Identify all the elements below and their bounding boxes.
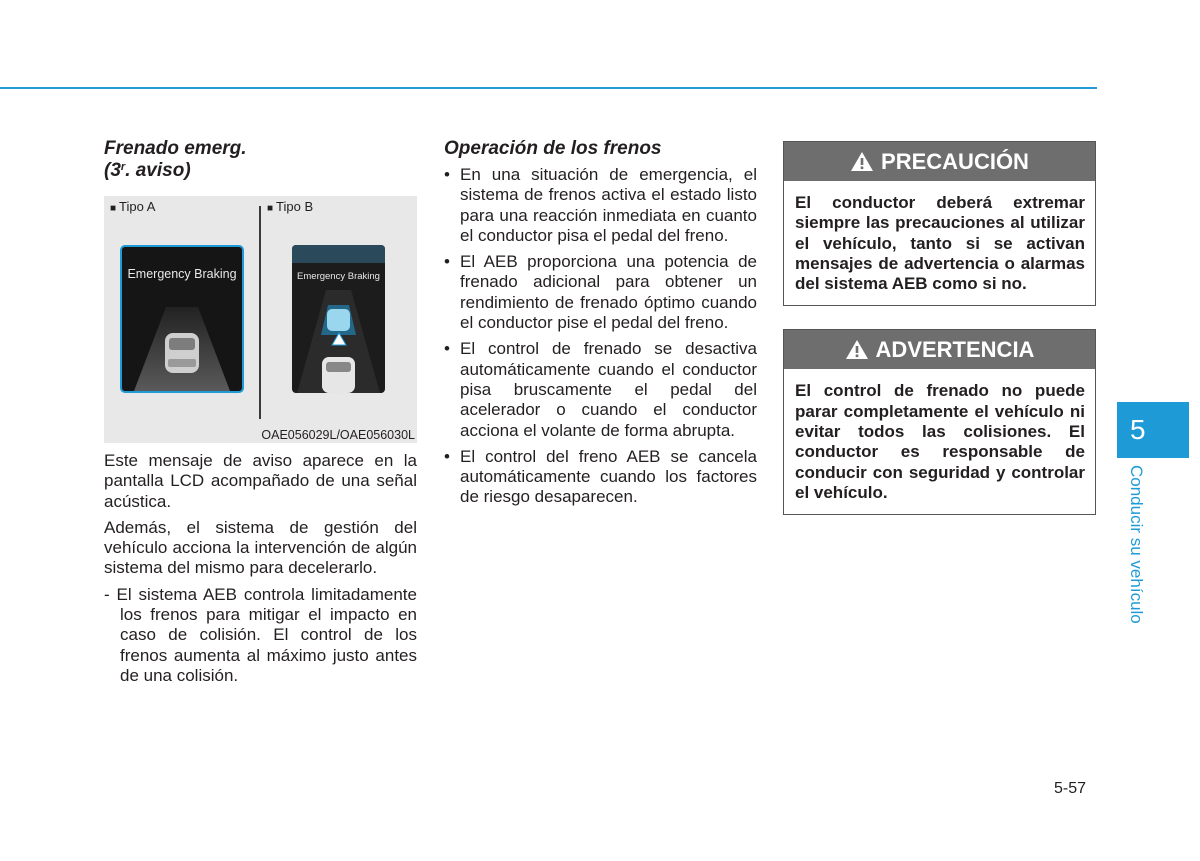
list-item: • En una situación de emergencia, el sistema de frenos activa el estado listo para una reacción inmediata en cuanto el conductor pisa el pedal del freno. xyxy=(444,165,757,246)
column-1 xyxy=(104,138,417,686)
warning-title: ADVERTENCIA xyxy=(875,336,1035,362)
figure-tag-b: ■ Tipo B xyxy=(267,199,314,214)
dash-item: - El sistema AEB controla limitadamente los frenos para mitigar el impacto en caso de colisión. El control de los frenos aumenta al máximo justo antes de una colisión. xyxy=(104,584,417,685)
caution-box xyxy=(783,141,1096,306)
cluster-figure xyxy=(104,196,417,443)
caution-title: PRECAUCIÓN xyxy=(881,148,1029,174)
car-icon xyxy=(292,245,385,393)
warning-text: El control de frenado no puede parar completamente el vehículo ni evitar todos las colisiones. El conductor es responsable de conducir con seguridad y controlar el vehículo. xyxy=(795,381,1085,502)
paragraph-2: Además, el sistema de gestión del vehículo acciona la intervención de algún sistema del mismo para decelerarlo. xyxy=(104,517,417,578)
paragraph-1: Este mensaje de aviso aparece en la pantalla LCD acompañado de una señal acústica. xyxy=(104,451,417,511)
warning-triangle-icon xyxy=(845,339,869,360)
chapter-title: Conducir su vehículo xyxy=(1127,465,1146,624)
page-number: 5-57 xyxy=(1054,780,1087,797)
cluster-screen-b xyxy=(292,245,385,393)
list-item: • El control del freno AEB se cancela automáticamente cuando los factores de riesgo desaparecen. xyxy=(444,447,757,508)
chapter-number: 5 xyxy=(1130,414,1146,445)
figure-divider xyxy=(259,206,261,419)
column-3 xyxy=(783,141,1096,515)
figure-code: OAE056029L/OAE056030L xyxy=(261,428,415,442)
header-rule xyxy=(0,87,1097,89)
screen-b-message: Emergency Braking xyxy=(297,271,380,282)
warning-triangle-icon xyxy=(850,151,874,172)
heading-line-2-part-b: . aviso) xyxy=(125,160,191,181)
figure-tag-a-label: Tipo A xyxy=(119,199,156,214)
car-icon xyxy=(122,247,242,391)
heading-line-2-part-a: (3 xyxy=(104,160,121,181)
caution-text: El conductor deberá extremar siempre las precauciones al utilizar el vehículo, tanto si se activan mensajes de advertencia o alarmas del sistema AEB como si no. xyxy=(795,193,1085,294)
caution-header xyxy=(784,142,1095,181)
warning-box xyxy=(783,329,1096,515)
figure-tag-a: ■ Tipo A xyxy=(110,199,156,214)
heading-line-1: Frenado emerg. xyxy=(104,138,247,159)
section-heading-brakes: Operación de los frenos xyxy=(444,138,662,159)
chapter-tab xyxy=(1117,402,1189,458)
section-heading xyxy=(104,138,417,182)
list-item: • El control de frenado se desactiva automáticamente cuando el conductor pisa bruscamente el pedal del acelerador o cuando el conductor acciona el volante de forma abrupta. xyxy=(444,339,757,440)
heading-superscript: r xyxy=(120,161,126,173)
cluster-screen-a xyxy=(120,245,244,393)
figure-tag-b-label: Tipo B xyxy=(276,199,314,214)
screen-a-message: Emergency Braking xyxy=(127,267,237,281)
bullet-list xyxy=(444,165,757,508)
column-2 xyxy=(444,138,757,514)
warning-header xyxy=(784,330,1095,369)
list-item: • El AEB proporciona una potencia de frenado adicional para obtener un rendimiento de frenado óptimo cuando el conductor pise el pedal del freno. xyxy=(444,252,757,333)
